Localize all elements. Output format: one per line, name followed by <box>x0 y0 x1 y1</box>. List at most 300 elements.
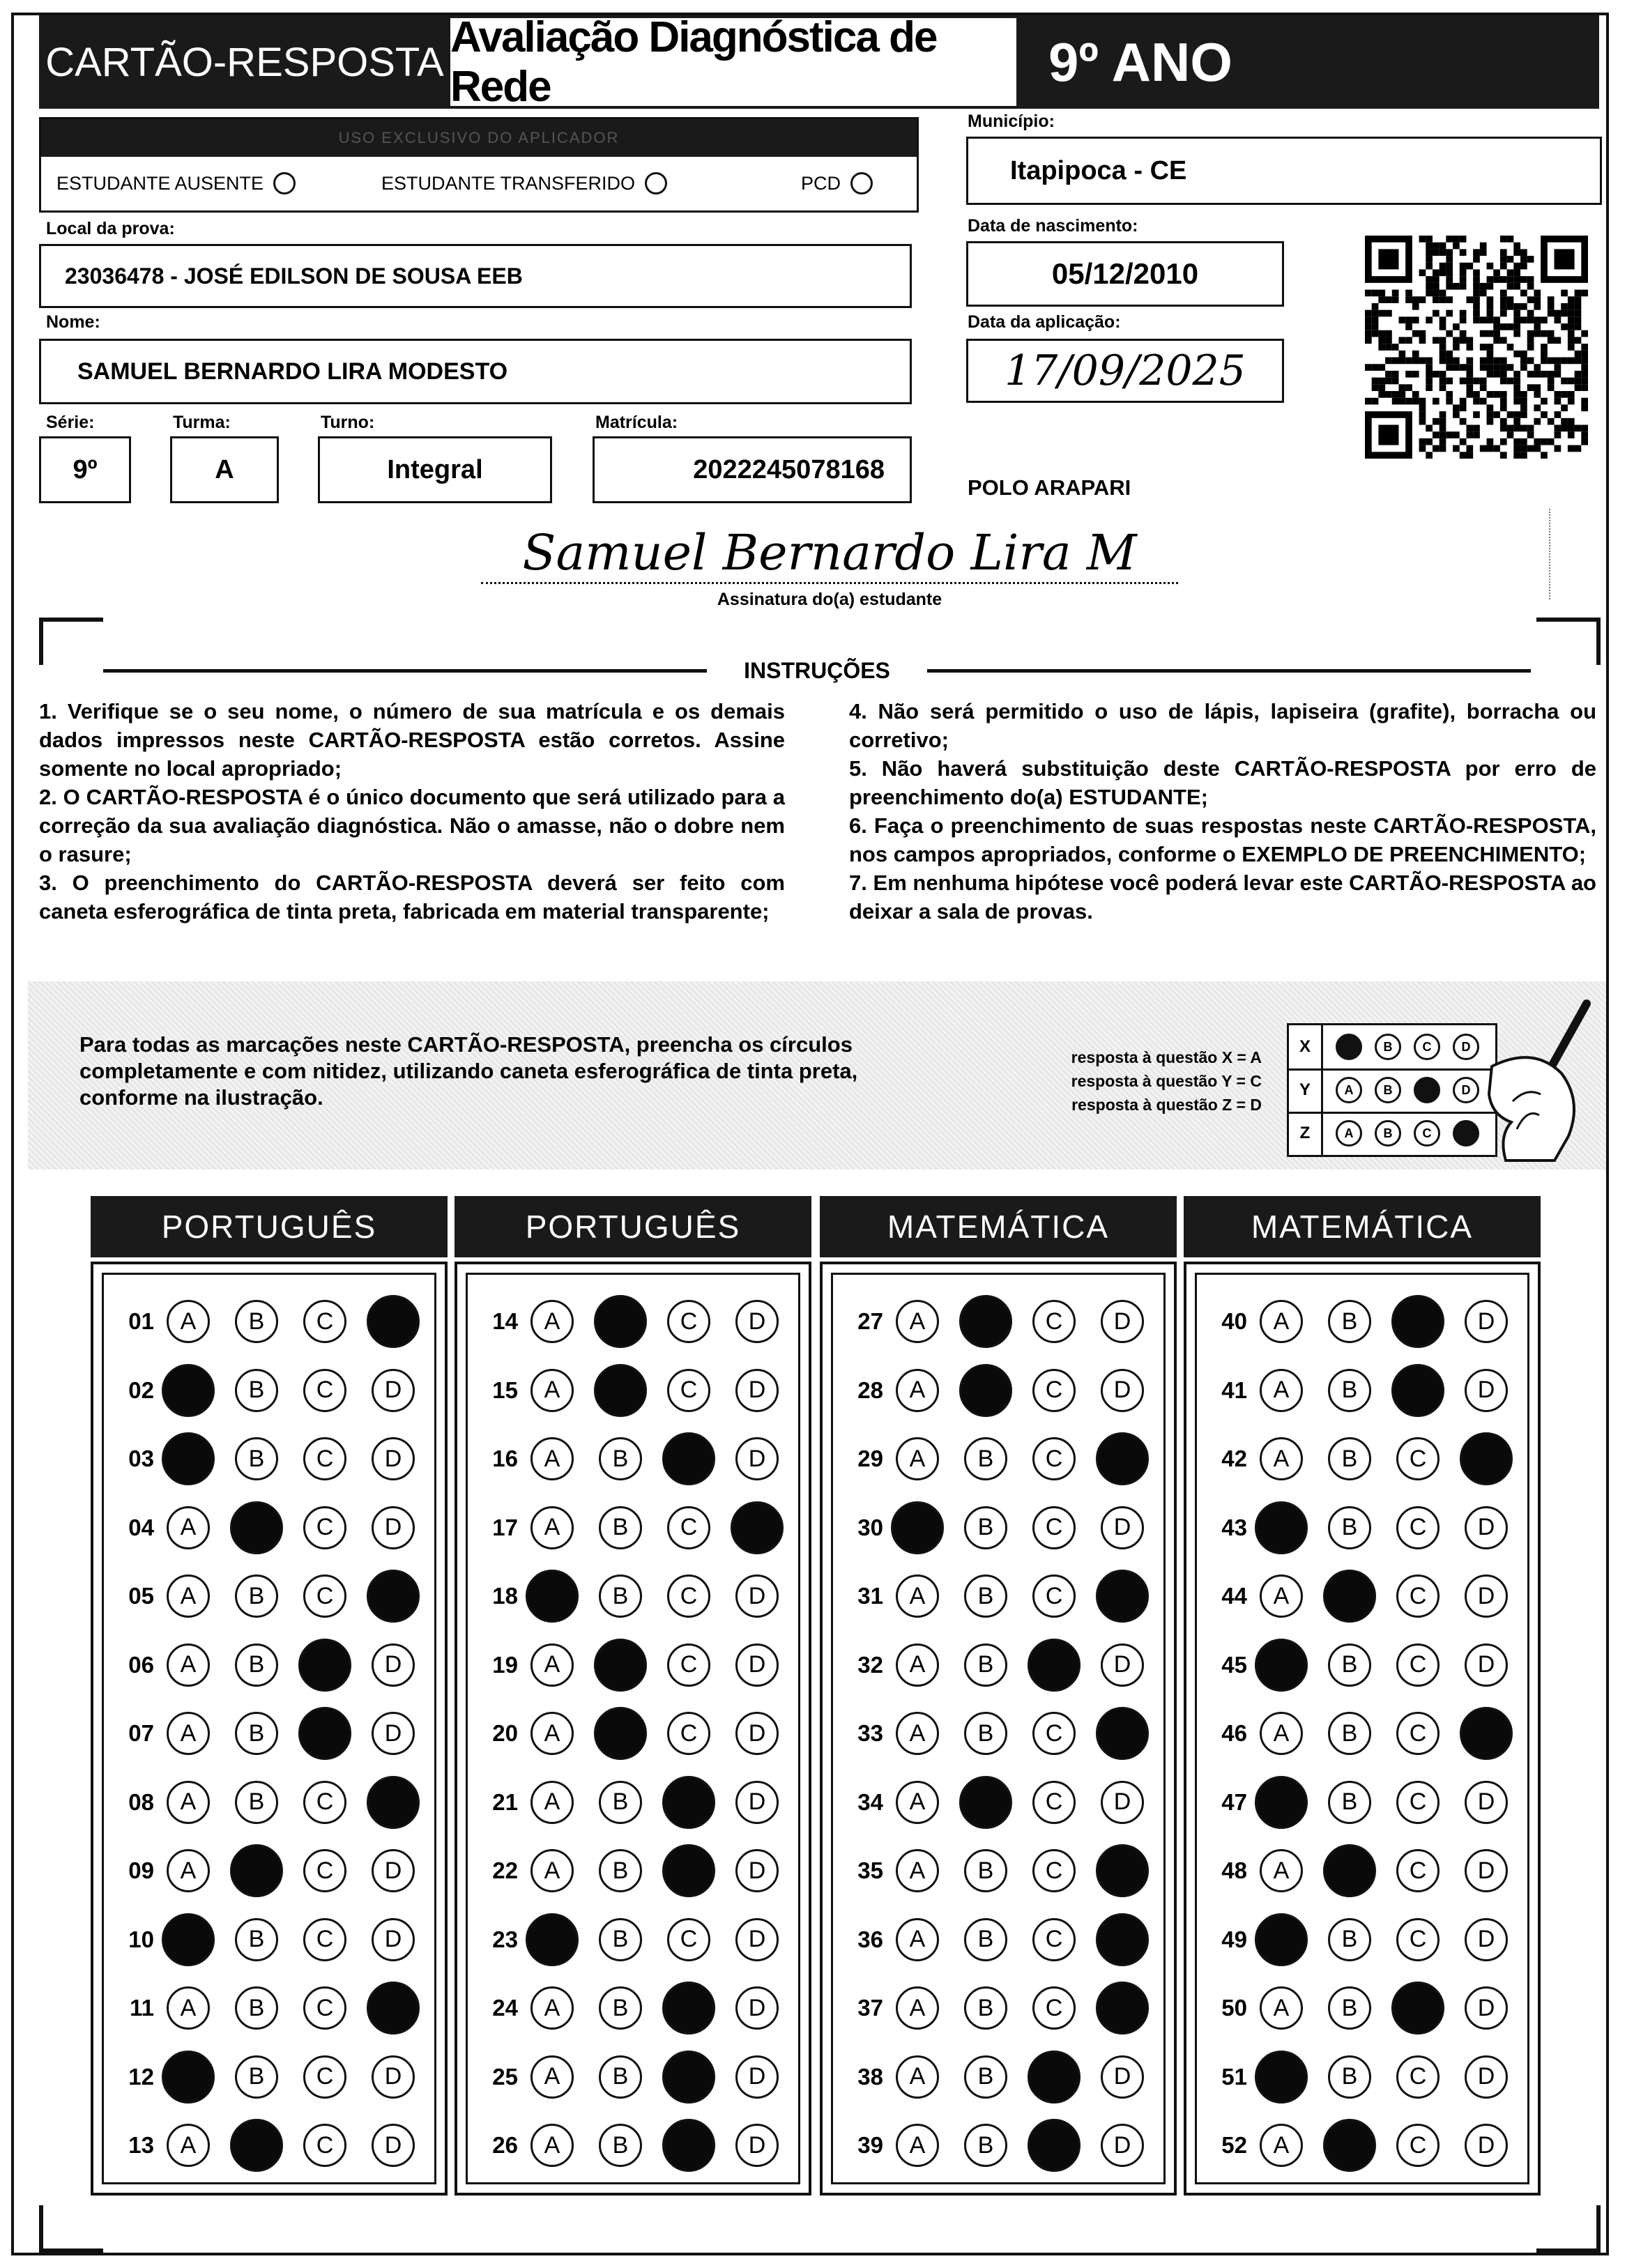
answer-bubble[interactable]: A <box>167 1506 210 1549</box>
question-row <box>104 2051 415 2103</box>
answer-bubble[interactable]: C <box>1032 1712 1076 1755</box>
answer-bubble[interactable]: B <box>1328 1369 1371 1412</box>
answer-bubble-filled[interactable] <box>367 1570 420 1623</box>
question-row <box>468 2120 779 2171</box>
answer-bubble-filled[interactable] <box>1391 1295 1444 1348</box>
answer-bubble-filled[interactable] <box>1391 1364 1444 1417</box>
answer-bubble[interactable]: B <box>1328 1300 1371 1343</box>
answer-bubble[interactable]: A <box>1260 2124 1303 2167</box>
answer-bubble[interactable]: A <box>530 1300 574 1343</box>
question-row <box>833 1639 1144 1691</box>
answer-bubble[interactable]: A <box>530 1986 574 2030</box>
question-row <box>1197 1982 1508 2034</box>
example-bubble: D <box>1453 1077 1479 1103</box>
answer-bubble[interactable]: B <box>599 1918 642 1961</box>
answer-bubble[interactable]: A <box>167 2124 210 2167</box>
answer-bubble[interactable]: D <box>735 1643 779 1687</box>
answer-bubble[interactable]: C <box>303 1437 346 1480</box>
option-absent[interactable] <box>56 172 296 194</box>
example-bubble: C <box>1414 1034 1440 1060</box>
answer-bubble[interactable]: D <box>372 1437 415 1480</box>
question-number: 40 <box>1221 1308 1247 1334</box>
answer-bubble-filled[interactable] <box>662 1432 715 1485</box>
answer-bubble-filled[interactable] <box>1323 1844 1376 1897</box>
answer-bubble-filled[interactable] <box>1255 1776 1308 1829</box>
question-row <box>1197 1570 1508 1622</box>
answer-bubble[interactable]: D <box>1101 1643 1144 1687</box>
question-row <box>1197 1914 1508 1966</box>
answer-bubble-filled[interactable] <box>298 1707 351 1760</box>
answer-bubble[interactable]: B <box>964 1986 1007 2030</box>
answer-bubble-filled[interactable] <box>1028 2119 1081 2172</box>
answer-bubble[interactable]: C <box>1396 1574 1440 1618</box>
answer-bubble[interactable]: B <box>964 1643 1007 1687</box>
instruction-item: 5. Não haverá substituição deste CARTÃO-RESPOSTA por erro de preenchimento do(a) ESTUDANTE; <box>849 756 1596 809</box>
answer-bubble[interactable]: A <box>167 1300 210 1343</box>
question-number: 51 <box>1221 2063 1247 2090</box>
answer-bubble[interactable]: B <box>964 1712 1007 1755</box>
answer-bubble[interactable]: D <box>735 1712 779 1755</box>
transferred-label: ESTUDANTE TRANSFERIDO <box>381 172 636 194</box>
answer-bubble[interactable]: D <box>1465 1300 1508 1343</box>
example-bubble: B <box>1375 1077 1401 1103</box>
instruction-item: 4. Não será permitido o uso de lápis, lapiseira (grafite), borracha ou corretivo; <box>849 699 1596 752</box>
answer-bubble-filled[interactable] <box>1096 1570 1149 1623</box>
answer-bubble[interactable]: D <box>1101 1781 1144 1824</box>
answer-bubble[interactable]: B <box>964 1918 1007 1961</box>
answer-bubble[interactable]: B <box>235 1781 278 1824</box>
question-row <box>1197 2120 1508 2171</box>
question-row <box>1197 1845 1508 1897</box>
answer-bubble[interactable]: B <box>599 1574 642 1618</box>
answer-bubble[interactable]: C <box>1396 1781 1440 1824</box>
answer-bubble[interactable]: B <box>235 1712 278 1755</box>
answer-bubble-filled[interactable] <box>959 1295 1012 1348</box>
answer-bubble[interactable]: B <box>964 1437 1007 1480</box>
absent-label: ESTUDANTE AUSENTE <box>56 172 264 194</box>
answer-bubble[interactable]: B <box>599 2124 642 2167</box>
answer-bubble[interactable]: A <box>1260 1369 1303 1412</box>
answer-bubble[interactable]: D <box>735 1369 779 1412</box>
answer-bubble[interactable]: C <box>303 2124 346 2167</box>
answer-bubble[interactable]: B <box>964 2124 1007 2167</box>
question-row <box>104 1570 415 1622</box>
answer-bubble-filled[interactable] <box>959 1364 1012 1417</box>
answer-bubble[interactable]: B <box>1328 1506 1371 1549</box>
question-row <box>468 1777 779 1828</box>
answer-bubble-filled[interactable] <box>731 1501 784 1554</box>
answer-bubble[interactable]: C <box>1396 1643 1440 1687</box>
answer-bubble[interactable]: C <box>1032 1506 1076 1549</box>
answer-bubble-filled[interactable] <box>526 1913 579 1966</box>
answer-bubble-filled[interactable] <box>162 1364 215 1417</box>
answer-bubble[interactable]: B <box>599 1849 642 1892</box>
answer-bubble[interactable]: D <box>1101 1300 1144 1343</box>
answer-bubble[interactable]: B <box>235 1918 278 1961</box>
answer-bubble[interactable]: A <box>1260 1849 1303 1892</box>
question-number: 28 <box>857 1377 883 1403</box>
answer-bubble[interactable]: C <box>1396 1849 1440 1892</box>
answer-bubble[interactable]: D <box>1465 1506 1508 1549</box>
answer-bubble[interactable]: C <box>303 2055 346 2099</box>
answer-bubble-filled[interactable] <box>1255 1639 1308 1692</box>
answer-bubble[interactable]: B <box>1328 1437 1371 1480</box>
answer-bubble-filled[interactable] <box>1255 1913 1308 1966</box>
absent-bubble[interactable] <box>273 172 296 194</box>
answer-bubble[interactable]: D <box>1465 1849 1508 1892</box>
municipio-label: Município: <box>968 112 1055 131</box>
answer-bubble[interactable]: C <box>303 1849 346 1892</box>
answer-bubble[interactable]: C <box>667 1712 710 1755</box>
answer-bubble[interactable]: C <box>1032 1781 1076 1824</box>
answer-bubble-filled[interactable] <box>594 1639 647 1692</box>
local-label: Local da prova: <box>46 219 175 238</box>
answer-bubble[interactable]: C <box>303 1574 346 1618</box>
answer-bubble[interactable]: B <box>235 1643 278 1687</box>
question-row <box>468 1708 779 1759</box>
column-header: PORTUGUÊS <box>455 1196 811 1257</box>
answer-bubble-filled[interactable] <box>959 1776 1012 1829</box>
name-field: SAMUEL BERNARDO LIRA MODESTO <box>39 339 912 404</box>
answer-bubble-filled[interactable] <box>1255 1501 1308 1554</box>
question-number: 12 <box>128 2063 154 2090</box>
answer-bubble[interactable]: D <box>1101 1369 1144 1412</box>
question-number: 48 <box>1221 1857 1247 1883</box>
pcd-label: PCD <box>801 172 841 194</box>
answer-bubble-filled[interactable] <box>230 2119 283 2172</box>
municipio-field: Itapipoca - CE <box>966 137 1602 205</box>
answer-bubble[interactable]: B <box>235 2055 278 2099</box>
answer-bubble[interactable]: C <box>303 1506 346 1549</box>
question-number: 16 <box>492 1446 518 1471</box>
answer-bubble[interactable]: D <box>1101 1506 1144 1549</box>
answer-bubble-filled[interactable] <box>594 1707 647 1760</box>
answer-bubble[interactable]: A <box>530 1506 574 1549</box>
answer-bubble[interactable]: C <box>303 1369 346 1412</box>
question-number: 50 <box>1221 1995 1247 2021</box>
answer-bubble[interactable]: A <box>1260 1986 1303 2030</box>
answer-bubble-filled[interactable] <box>1323 2119 1376 2172</box>
question-row <box>104 1708 415 1759</box>
question-row <box>1197 1365 1508 1416</box>
instructions-left <box>39 697 785 926</box>
answer-bubble-filled[interactable] <box>230 1844 283 1897</box>
answer-bubble-filled[interactable] <box>162 1432 215 1485</box>
answer-bubble[interactable]: D <box>1465 1781 1508 1824</box>
answer-bubble[interactable]: B <box>235 1437 278 1480</box>
answer-bubble-filled[interactable] <box>662 1776 715 1829</box>
answer-bubble[interactable]: D <box>735 1437 779 1480</box>
answer-bubble[interactable]: A <box>167 1781 210 1824</box>
answer-bubble[interactable]: C <box>1396 1918 1440 1961</box>
answer-bubble[interactable]: D <box>735 1300 779 1343</box>
answer-bubble[interactable]: A <box>896 1918 939 1961</box>
answer-bubble[interactable]: D <box>1465 1643 1508 1687</box>
answer-bubble[interactable]: A <box>530 2124 574 2167</box>
answer-bubble[interactable]: C <box>1032 1986 1076 2030</box>
answer-bubble-filled[interactable] <box>367 1295 420 1348</box>
answer-bubble-filled[interactable] <box>162 2051 215 2104</box>
answer-bubble[interactable]: A <box>530 1712 574 1755</box>
question-row <box>468 1502 779 1554</box>
question-row <box>104 1365 415 1416</box>
question-row <box>104 1777 415 1828</box>
question-row <box>833 1982 1144 2034</box>
answer-bubble[interactable]: A <box>896 1986 939 2030</box>
question-number: 17 <box>492 1514 518 1540</box>
question-row <box>104 1639 415 1691</box>
question-number: 08 <box>128 1788 154 1815</box>
answer-bubble[interactable]: A <box>530 1369 574 1412</box>
answer-bubble[interactable]: B <box>235 1369 278 1412</box>
answer-bubble[interactable]: A <box>896 1849 939 1892</box>
answer-bubble-filled[interactable] <box>1255 2051 1308 2104</box>
question-row <box>833 1708 1144 1759</box>
answer-bubble[interactable]: B <box>1328 2055 1371 2099</box>
answer-bubble-filled[interactable] <box>1096 1982 1149 2035</box>
answer-bubble[interactable]: B <box>599 1506 642 1549</box>
answer-bubble-filled[interactable] <box>367 1776 420 1829</box>
answer-bubble[interactable]: D <box>1465 2055 1508 2099</box>
example-bubble <box>1414 1077 1440 1103</box>
answer-bubble[interactable]: A <box>530 1643 574 1687</box>
answer-bubble-filled[interactable] <box>367 1982 420 2035</box>
question-row <box>468 1570 779 1622</box>
question-number: 38 <box>857 2063 883 2090</box>
answer-bubble[interactable]: A <box>167 1643 210 1687</box>
answer-bubble[interactable]: D <box>372 2124 415 2167</box>
answer-bubble-filled[interactable] <box>526 1570 579 1623</box>
answer-bubble[interactable]: A <box>167 1712 210 1755</box>
question-number: 45 <box>1221 1651 1247 1678</box>
answer-column-inner <box>831 1273 1166 2184</box>
answer-bubble-filled[interactable] <box>1028 1639 1081 1692</box>
answer-bubble[interactable]: A <box>530 1437 574 1480</box>
answer-bubble[interactable]: C <box>667 1574 710 1618</box>
answer-bubble[interactable]: B <box>235 1300 278 1343</box>
question-row <box>104 1502 415 1554</box>
answer-bubble-filled[interactable] <box>594 1295 647 1348</box>
answer-bubble[interactable]: C <box>1396 1506 1440 1549</box>
answer-bubble[interactable]: A <box>1260 1574 1303 1618</box>
answer-column-inner <box>102 1273 436 2184</box>
answer-column <box>820 1262 1177 2196</box>
answer-bubble[interactable]: C <box>1032 1437 1076 1480</box>
instructions-right <box>849 697 1596 926</box>
local-field: 23036478 - JOSÉ EDILSON DE SOUSA EEB <box>39 244 912 308</box>
answer-bubble[interactable]: A <box>1260 1437 1303 1480</box>
matricula-field: 2022245078168 <box>593 436 912 503</box>
answer-bubble[interactable]: C <box>303 1781 346 1824</box>
question-number: 30 <box>857 1514 883 1540</box>
answer-bubble[interactable]: B <box>235 1574 278 1618</box>
question-row <box>468 1982 779 2034</box>
answer-bubble[interactable]: B <box>1328 1643 1371 1687</box>
answer-bubble[interactable]: D <box>735 1986 779 2030</box>
answer-bubble[interactable]: A <box>896 1712 939 1755</box>
answer-bubble[interactable]: A <box>167 1849 210 1892</box>
answer-bubble[interactable]: D <box>372 1643 415 1687</box>
answer-bubble[interactable]: D <box>1465 2124 1508 2167</box>
question-number: 11 <box>130 1995 154 2021</box>
question-row <box>833 1433 1144 1485</box>
answer-bubble[interactable]: B <box>964 2055 1007 2099</box>
answer-bubble[interactable]: A <box>896 1781 939 1824</box>
question-number: 39 <box>857 2132 883 2158</box>
answer-bubble[interactable]: C <box>1032 1918 1076 1961</box>
answer-bubble[interactable]: D <box>735 1918 779 1961</box>
answer-bubble[interactable]: B <box>599 1986 642 2030</box>
answer-bubble-filled[interactable] <box>662 2051 715 2104</box>
question-number: 21 <box>492 1788 518 1815</box>
answer-bubble-filled[interactable] <box>662 1982 715 2035</box>
answer-bubble-filled[interactable] <box>162 1913 215 1966</box>
answer-bubble[interactable]: C <box>1032 1574 1076 1618</box>
answer-bubble[interactable]: B <box>599 1781 642 1824</box>
answer-bubble[interactable]: A <box>530 1849 574 1892</box>
question-number: 15 <box>492 1377 518 1403</box>
answer-bubble[interactable]: B <box>235 1986 278 2030</box>
answer-bubble[interactable]: D <box>735 1849 779 1892</box>
question-number: 47 <box>1221 1788 1247 1815</box>
answer-bubble-filled[interactable] <box>1460 1432 1513 1485</box>
answer-bubble-filled[interactable] <box>1096 1844 1149 1897</box>
answer-bubble[interactable]: B <box>1328 1712 1371 1755</box>
answer-bubble-filled[interactable] <box>662 1844 715 1897</box>
answer-bubble[interactable]: B <box>1328 1918 1371 1961</box>
answer-column <box>1184 1262 1541 2196</box>
question-row <box>1197 1639 1508 1691</box>
answer-bubble[interactable]: B <box>964 1849 1007 1892</box>
question-row <box>104 2120 415 2171</box>
answer-bubble-filled[interactable] <box>1096 1432 1149 1485</box>
answer-bubble[interactable]: C <box>303 1986 346 2030</box>
answer-bubble[interactable]: A <box>896 2124 939 2167</box>
answer-bubble[interactable]: A <box>167 1986 210 2030</box>
question-number: 26 <box>492 2132 518 2158</box>
side-mark <box>1549 509 1550 599</box>
answer-bubble[interactable]: C <box>1032 1369 1076 1412</box>
answer-bubble[interactable]: C <box>667 1506 710 1549</box>
exam-title: Avaliação Diagnóstica de Rede <box>450 15 1016 109</box>
answer-bubble[interactable]: A <box>896 1369 939 1412</box>
example-bubble: B <box>1375 1034 1401 1060</box>
answer-bubble[interactable]: A <box>1260 1300 1303 1343</box>
corner-mark <box>39 618 103 665</box>
answer-bubble[interactable]: C <box>1032 1849 1076 1892</box>
answer-bubble[interactable]: D <box>1465 1574 1508 1618</box>
answer-bubble[interactable]: C <box>667 1300 710 1343</box>
answer-bubble[interactable]: B <box>964 1506 1007 1549</box>
answer-bubble[interactable]: A <box>530 2055 574 2099</box>
question-number: 34 <box>857 1788 883 1815</box>
question-number: 19 <box>492 1651 518 1678</box>
answer-bubble[interactable]: D <box>1101 2124 1144 2167</box>
answer-bubble[interactable]: A <box>1260 1712 1303 1755</box>
answer-bubble[interactable]: D <box>372 1506 415 1549</box>
answer-bubble[interactable]: C <box>667 1369 710 1412</box>
answer-bubble[interactable]: A <box>530 1781 574 1824</box>
answer-bubble-filled[interactable] <box>1323 1570 1376 1623</box>
answer-bubble-filled[interactable] <box>891 1501 944 1554</box>
answer-bubble[interactable]: D <box>1465 1918 1508 1961</box>
answer-bubble-filled[interactable] <box>1391 1982 1444 2035</box>
question-number: 44 <box>1221 1583 1247 1609</box>
answer-bubble[interactable]: A <box>167 1574 210 1618</box>
answer-bubble[interactable]: D <box>735 1574 779 1618</box>
legend-line: resposta à questão Z = D <box>1071 1096 1262 1114</box>
turno-label: Turno: <box>321 413 375 432</box>
answer-bubble[interactable]: C <box>667 1643 710 1687</box>
answer-bubble[interactable]: D <box>372 1369 415 1412</box>
question-number: 49 <box>1221 1926 1247 1952</box>
answer-bubble[interactable]: B <box>599 1437 642 1480</box>
answer-bubble[interactable]: C <box>1396 1712 1440 1755</box>
answer-bubble[interactable]: D <box>372 1849 415 1892</box>
pcd-bubble[interactable] <box>850 172 873 194</box>
answer-bubble[interactable]: D <box>1465 1986 1508 2030</box>
answer-bubble[interactable]: B <box>1328 1781 1371 1824</box>
answer-bubble[interactable]: D <box>1101 2055 1144 2099</box>
answer-bubble-filled[interactable] <box>230 1501 283 1554</box>
answer-bubble[interactable]: C <box>1396 2124 1440 2167</box>
answer-bubble[interactable]: A <box>896 1437 939 1480</box>
answer-bubble[interactable]: C <box>1032 1300 1076 1343</box>
answer-bubble[interactable]: D <box>372 2055 415 2099</box>
answer-bubble[interactable]: C <box>667 1918 710 1961</box>
answer-bubble[interactable]: B <box>1328 1986 1371 2030</box>
answer-bubble-filled[interactable] <box>298 1639 351 1692</box>
answer-bubble-filled[interactable] <box>1460 1707 1513 1760</box>
answer-bubble[interactable]: A <box>896 1300 939 1343</box>
question-number: 42 <box>1221 1446 1247 1471</box>
answer-bubble[interactable]: D <box>372 1712 415 1755</box>
question-row <box>468 1433 779 1485</box>
column-header: MATEMÁTICA <box>1184 1196 1541 1257</box>
answer-bubble-filled[interactable] <box>662 2119 715 2172</box>
answer-bubble[interactable]: D <box>735 1781 779 1824</box>
example-bubble: A <box>1336 1077 1362 1103</box>
answer-bubble[interactable]: B <box>964 1574 1007 1618</box>
option-transferred[interactable] <box>381 172 667 194</box>
answer-bubble[interactable]: D <box>735 2124 779 2167</box>
answer-bubble[interactable]: C <box>1396 2055 1440 2099</box>
answer-bubble[interactable]: C <box>303 1918 346 1961</box>
option-pcd[interactable] <box>801 172 873 194</box>
answer-bubble[interactable]: D <box>372 1918 415 1961</box>
transferred-bubble[interactable] <box>645 172 667 194</box>
instruction-item: 3. O preenchimento do CARTÃO-RESPOSTA deverá ser feito com caneta esferográfica de tinta preta, fabricada em material transparente; <box>39 871 785 924</box>
answer-bubble[interactable]: D <box>1465 1369 1508 1412</box>
answer-bubble[interactable]: D <box>735 2055 779 2099</box>
answer-bubble-filled[interactable] <box>594 1364 647 1417</box>
answer-bubble-filled[interactable] <box>1096 1913 1149 1966</box>
answer-bubble[interactable]: B <box>599 2055 642 2099</box>
name-label: Nome: <box>46 312 100 332</box>
answer-bubble-filled[interactable] <box>1028 2051 1081 2104</box>
instructions-rule-left <box>103 669 707 673</box>
answer-bubble[interactable]: C <box>1396 1437 1440 1480</box>
answer-bubble[interactable]: C <box>303 1300 346 1343</box>
answer-bubble[interactable]: A <box>896 2055 939 2099</box>
question-number: 23 <box>492 1926 518 1952</box>
question-number: 03 <box>128 1446 154 1471</box>
answer-bubble-filled[interactable] <box>1096 1707 1149 1760</box>
answer-bubble[interactable]: A <box>896 1643 939 1687</box>
question-number: 20 <box>492 1720 518 1746</box>
question-number: 52 <box>1221 2132 1247 2158</box>
answer-bubble[interactable]: A <box>896 1574 939 1618</box>
